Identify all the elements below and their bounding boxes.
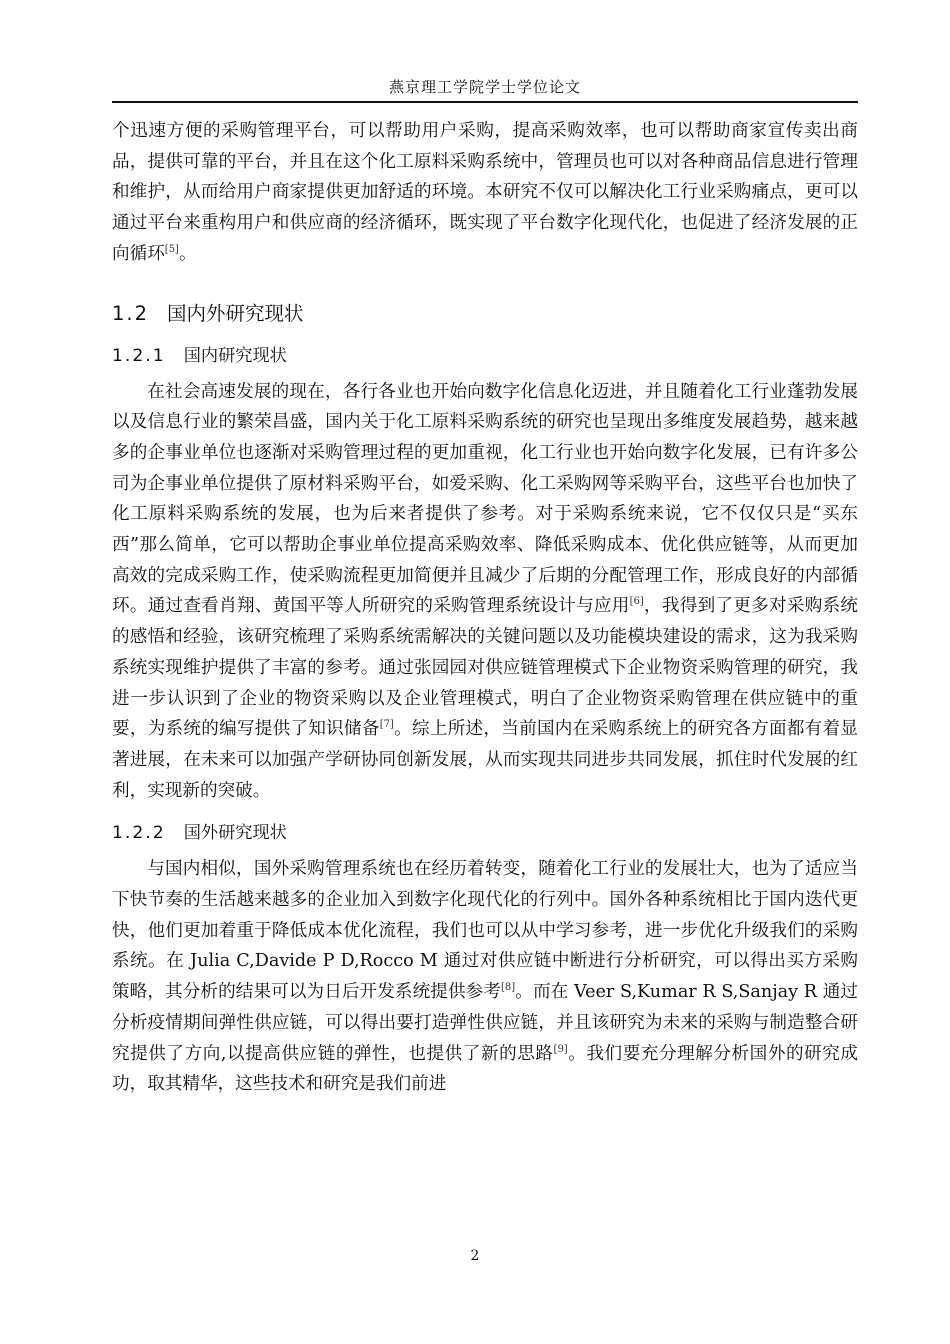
paragraph-text: 。而在 Veer S,Kumar R S,Sanjay R 通过分析疫情期间弹性供应链，可以得出要打造弹性供应链，并且该研究为未来的采购与制造整合研究提供了方向,以提高供应链的弹性，也提供了新的思路 — [112, 982, 858, 1064]
citation: [8] — [501, 982, 516, 994]
page-body — [112, 116, 858, 1100]
citation: [7] — [379, 719, 394, 731]
subsection-title: 国外研究现状 — [183, 823, 287, 844]
citation: [9] — [553, 1043, 568, 1055]
header-divider — [112, 101, 858, 103]
paragraph-text: 。我们要充分理解分析国外的研究成功，取其精华，这些技术和研究是我们前进 — [112, 1043, 858, 1095]
subsection-title: 国内研究现状 — [183, 345, 287, 366]
paragraph-text: 。综上所述，当前国内在采购系统上的研究各方面都有着显著进展，在未来可以加强产学研协同创新发展，从而实现共同进步共同发展，抓住时代发展的红利，实现新的突破。 — [112, 719, 858, 801]
domestic-research-paragraph — [112, 377, 858, 807]
paragraph-tail: 。 — [178, 243, 197, 264]
paragraph-text: 个迅速方便的采购管理平台，可以帮助用户采购，提高采购效率，也可以帮助商家宣传卖出商品，提供可靠的平台，并且在这个化工原料采购系统中，管理员也可以对各种商品信息进行管理和维护，从而给用户商家提供更加舒适的环境。本研究不仅可以解决化工行业采购痛点，更可以通过平台来重构用户和供应商的经济循环，既实现了平台数字化现代化，也促进了经济发展的正向循环 — [112, 121, 858, 264]
section-heading-1-2 — [112, 299, 858, 329]
citation: [5] — [164, 243, 179, 255]
citation: [6] — [629, 596, 644, 608]
paragraph-text: 与国内相似，国外采购管理系统也在经历着转变，随着化工行业的发展壮大，也为了适应当下快节奏的生活越来越多的企业加入到数字化现代化的行列中。国外各种系统相比于国内迭代更快，他们更加着重于降低成本优化流程，我们也可以从中学习参考，进一步优化升级我们的采购系统。在 Julia C,Davide P D,Rocco M 通过对供应链中断进行分析研究，可以得出买方采购策略，其分析的结果可以为日后开发系统提供参考 — [112, 859, 858, 1003]
paragraph-text: ，我得到了更多对采购系统的感悟和经验，该研究梳理了采购系统需解决的关键问题以及功能模块建设的需求，这为我采购系统实现维护提供了丰富的参考。通过张园园对供应链管理模式下企业物资采购管理的研究，我进一步认识到了企业的物资采购以及企业管理模式，明白了企业物资采购管理在供应链中的重要，为系统的编写提供了知识储备 — [112, 596, 858, 740]
foreign-research-paragraph — [112, 854, 858, 1100]
page-number: 2 — [470, 1248, 480, 1264]
section-title: 国内外研究现状 — [167, 301, 304, 325]
subsection-heading-1-2-1 — [112, 341, 858, 371]
subsection-number: 1.2.2 — [112, 823, 166, 844]
running-header: 燕京理工学院学士学位论文 — [388, 78, 581, 96]
intro-paragraph — [112, 116, 858, 270]
paragraph-text: 在社会高速发展的现在，各行各业也开始向数字化信息化迈进，并且随着化工行业蓬勃发展以及信息行业的繁荣昌盛，国内关于化工原料采购系统的研究也呈现出多维度发展趋势，越来越多的企事业单位也逐渐对采购管理过程的更加重视，化工行业也开始向数字化发展，已有许多公司为企事业单位提供了原材料采购平台，如爱采购、化工采购网等采购平台，这些平台也加快了化工原料采购系统的发展，也为后来者提供了参考。对于采购系统来说，它不仅仅只是“买东西”那么简单，它可以帮助企事业单位提高采购效率、降低采购成本、优化供应链等，从而更加高效的完成采购工作，使采购流程更加简便并且减少了后期的分配管理工作，形成良好的内部循环。通过查看肖翔、黄国平等人所研究的采购管理系统设计与应用 — [112, 381, 858, 617]
subsection-heading-1-2-2 — [112, 818, 858, 848]
section-number: 1.2 — [112, 301, 150, 325]
subsection-number: 1.2.1 — [112, 345, 166, 366]
